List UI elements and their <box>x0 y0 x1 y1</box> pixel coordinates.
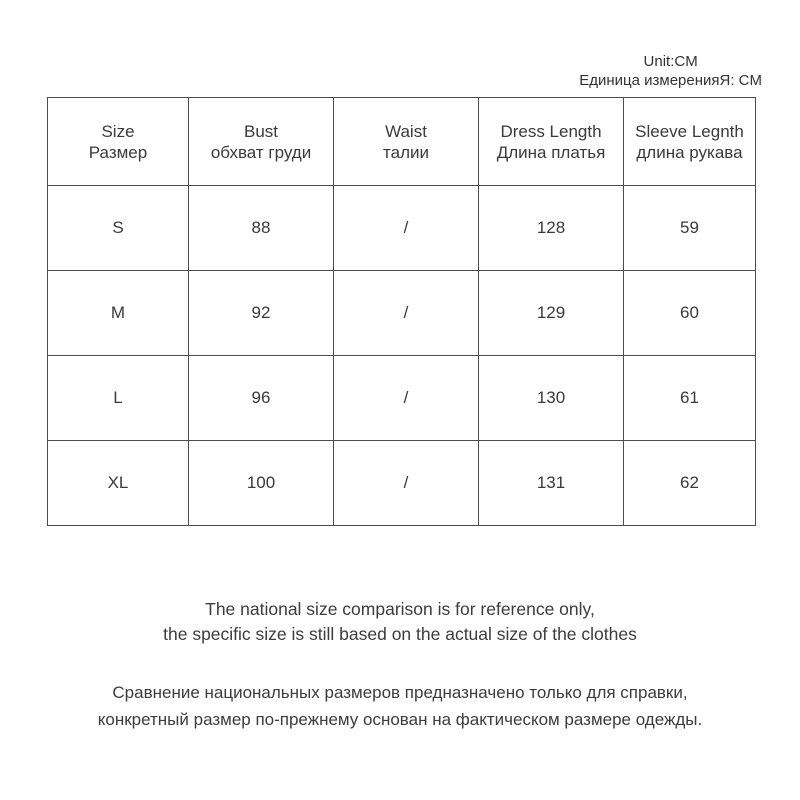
header-size-en: Size <box>101 121 135 141</box>
cell-bust: 92 <box>189 271 334 356</box>
cell-dress-length: 129 <box>479 271 624 356</box>
note-english-line1: The national size comparison is for reference only, <box>205 599 595 619</box>
header-waist-ru: талии <box>383 142 429 162</box>
cell-sleeve-length: 62 <box>624 441 756 526</box>
table-row-s <box>48 186 756 271</box>
cell-dress-length: 130 <box>479 356 624 441</box>
note-english-line2: the specific size is still based on the actual size of the clothes <box>163 624 637 644</box>
note-russian-line2: конкретный размер по-прежнему основан на фактическом размере одежды. <box>97 710 703 729</box>
header-sleeve-length-ru: длина рукава <box>636 142 743 162</box>
cell-sleeve-length: 61 <box>624 356 756 441</box>
cell-dress-length: 128 <box>479 186 624 271</box>
cell-sleeve-length: 59 <box>624 186 756 271</box>
unit-label <box>579 52 762 90</box>
unit-label-en: Unit:CM <box>643 53 698 70</box>
cell-size: L <box>48 356 189 441</box>
cell-size: XL <box>48 441 189 526</box>
size-table-header-row <box>48 98 756 186</box>
table-row-xl <box>48 441 756 526</box>
header-bust-ru: обхват груди <box>210 142 312 162</box>
header-cell-sleeve-length <box>624 98 756 186</box>
table-row-l <box>48 356 756 441</box>
cell-size: S <box>48 186 189 271</box>
note-russian-line1: Сравнение национальных размеров предназначено только для справки, <box>112 683 688 702</box>
size-table <box>47 97 756 526</box>
header-cell-bust <box>189 98 334 186</box>
header-cell-size <box>48 98 189 186</box>
cell-dress-length: 131 <box>479 441 624 526</box>
table-row-m <box>48 271 756 356</box>
header-dress-length-en: Dress Length <box>500 121 602 141</box>
cell-sleeve-length: 60 <box>624 271 756 356</box>
header-bust-en: Bust <box>243 121 279 141</box>
cell-bust: 100 <box>189 441 334 526</box>
header-dress-length-ru: Длина платья <box>496 142 606 162</box>
header-size-ru: Размер <box>88 142 148 162</box>
cell-waist: / <box>334 356 479 441</box>
header-sleeve-length-en: Sleeve Legnth <box>635 121 744 141</box>
cell-waist: / <box>334 271 479 356</box>
cell-size: M <box>48 271 189 356</box>
unit-label-ru: Единица измеренияЯ: CM <box>579 72 762 89</box>
cell-waist: / <box>334 186 479 271</box>
cell-bust: 88 <box>189 186 334 271</box>
note-russian <box>0 679 800 733</box>
note-english <box>0 597 800 647</box>
cell-waist: / <box>334 441 479 526</box>
cell-bust: 96 <box>189 356 334 441</box>
header-waist-en: Waist <box>385 121 427 141</box>
header-cell-waist <box>334 98 479 186</box>
header-cell-dress-length <box>479 98 624 186</box>
